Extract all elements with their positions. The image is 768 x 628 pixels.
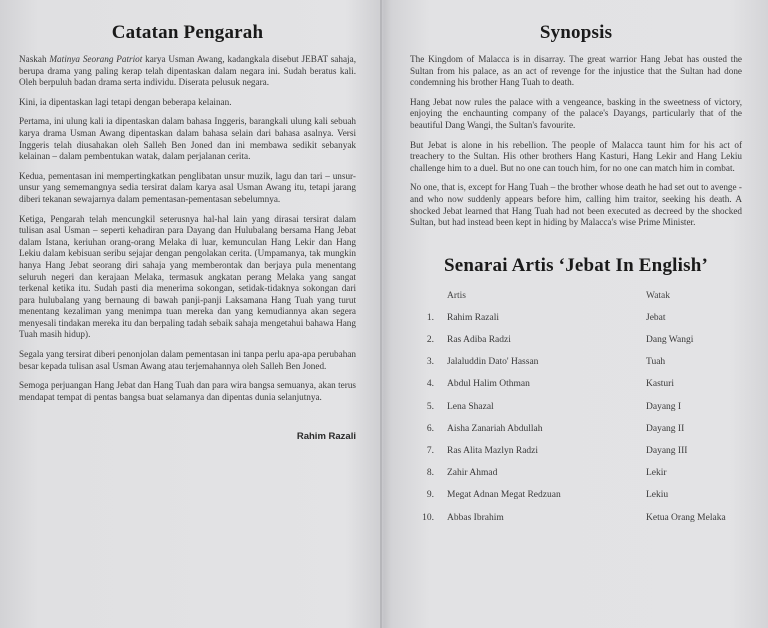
cast-artist: Rahim Razali xyxy=(447,312,499,323)
cast-artist: Ras Adiba Radzi xyxy=(447,335,511,345)
synopsis-paragraph-4: No one, that is, except for Hang Tuah – the brother whose death he had set out to avenge - and who now suddenly appears before him, calling him traitor, seeking his death. A shocked Jebat learned that Hang Tuah had not been executed as decreed by the shocked Sultan, but had instead been kept in hiding by Malacca's wise Prime Minister. xyxy=(410,182,742,228)
cast-artist: Jalaluddin Dato' Hassan xyxy=(447,357,539,368)
cast-number: 8. xyxy=(426,468,434,479)
cast-number: 2. xyxy=(426,335,434,345)
cast-number: 5. xyxy=(426,401,434,412)
cast-role: Lekiu xyxy=(646,490,669,501)
cast-number: 4. xyxy=(426,379,434,390)
play-title-italic: Matinya Seorang Patriot xyxy=(49,54,143,64)
note-p1-rest: karya Usman Awang, kadangkala disebut JEBAT sahaja, berupa drama yang paling kerap telah dipentaskan dalam negara ini. Sudah beratus kali. Oleh berpuluh badan drama serta individu. Diserata pelusuk negara. xyxy=(19,54,356,88)
cast-row xyxy=(410,373,742,395)
synopsis-title: Synopsis xyxy=(539,22,613,43)
cast-row xyxy=(410,351,742,373)
note-paragraph-6: Segala yang tersirat diberi penonjolan dalam pementasan ini tanpa perlu apa-apa perubahan besar kepada tulisan asal Usman Awang atau terjemahannya oleh Salleh Ben Joned. xyxy=(19,349,356,371)
cast-artist: Zahir Ahmad xyxy=(447,468,498,479)
cast-number: 1. xyxy=(426,312,434,323)
note-paragraph-7: Semoga perjuangan Hang Jebat dan Hang Tuah dan para wira bangsa semuanya, akan terus mendapat tempat di pentas bangsa buat selamanya dan dipentas dunia selanjutnya. xyxy=(19,380,356,402)
note-paragraph-1 xyxy=(19,54,356,89)
cast-row xyxy=(410,506,742,528)
cast-number: 6. xyxy=(426,423,434,434)
signature: Rahim Razali xyxy=(296,431,356,443)
cast-row xyxy=(410,418,742,440)
cast-number: 3. xyxy=(426,357,434,368)
cast-artist: Megat Adnan Megat Redzuan xyxy=(447,490,561,501)
cast-role: Jebat xyxy=(646,312,666,323)
cast-row xyxy=(410,484,742,506)
left-page xyxy=(19,22,356,442)
note-paragraph-5: Ketiga, Pengarah telah mencungkil seterusnya hal-hal lain yang dirasai tersirat dalam tulisan asal Usman – seperti kehadiran para Dayang dan Hulubalang bersama Hang Jebat dalam Istana, keriuhan orang-orang Melaka di luar, kemunculan Hang Lekir dan Hang Lekiu dalam kebisuan seribu sejajar dengan pengolakan cerita. (Umpamanya, tak mungkin hanya Hang Jebat seorang diri sahaja yang memberontak dan berjaya pula menentang seluruh negeri dan kerajaan Melaka, termasuk angkatan perang Melaka yang sangat terkenal ketika itu. Sudah pasti dia menerima sokongan, setidak-tidaknya sokongan dari para hulubalang yang bernaung di bawah panji-panji Laksamana Hang Tuah yang turut menentang kezaliman yang menimpa tuan mereka dan yang kemudiannya akan segera menyesali tindakan mereka itu dan berpaling tadah sebaik sahaja mengetahui bahawa Hang Tuah masih hidup). xyxy=(19,213,356,340)
directors-note-title: Catatan Pengarah xyxy=(111,22,264,43)
cast-role: Ketua Orang Melaka xyxy=(646,512,726,523)
cast-row xyxy=(410,462,742,484)
note-paragraph-4: Kedua, pementasan ini mempertingkatkan penglibatan unsur muzik, lagu dan tari – unsur-unsur yang sememangnya sedia tersirat dalam karya asal Usman Awang itu, tetapi jarang diberi tekanan sewajarnya dalam pementasan-pementasan sebelumnya. xyxy=(19,170,356,204)
cast-artist: Abdul Halim Othman xyxy=(447,379,530,390)
cast-artist: Ras Alita Mazlyn Radzi xyxy=(447,445,539,456)
cast-role: Dayang I xyxy=(646,401,682,412)
cast-header xyxy=(410,291,742,301)
cast-number: 7. xyxy=(426,445,434,456)
cast-number: 10. xyxy=(422,512,434,523)
cast-role: Lekir xyxy=(646,468,667,479)
cast-artist: Lena Shazal xyxy=(447,401,494,412)
cast-role: Dayang III xyxy=(646,445,688,456)
cast-list-title: Senarai Artis ‘Jebat In English’ xyxy=(444,254,708,276)
synopsis-paragraph-2: Hang Jebat now rules the palace with a vengeance, basking in the sweetness of victory, enjoying the enchaunting company of the palace's Dayangs, particularly that of the beautiful Dang Wangi, the Sultan's favourite. xyxy=(410,96,742,130)
cast-row xyxy=(410,440,742,462)
right-page xyxy=(410,22,742,529)
cast-list xyxy=(410,307,742,529)
page-fold xyxy=(380,0,382,628)
note-paragraph-2: Kini, ia dipentaskan lagi tetapi dengan beberapa kelainan. xyxy=(19,96,232,107)
note-p1-lead: Naskah xyxy=(19,54,50,64)
artist-column-header: Artis xyxy=(447,290,466,301)
cast-role: Kasturi xyxy=(646,379,674,390)
cast-role: Dang Wangi xyxy=(646,335,694,345)
cast-row xyxy=(410,395,742,417)
cast-role: Tuah xyxy=(646,357,666,368)
role-column-header: Watak xyxy=(646,290,671,301)
cast-artist: Aisha Zanariah Abdullah xyxy=(447,423,543,434)
synopsis-paragraph-1: The Kingdom of Malacca is in disarray. The great warrior Hang Jebat has ousted the Sultan from his palace, as an act of revenge for the injustice that the Sultan had done condemning his brother Hang Tuah to death. xyxy=(410,54,742,88)
cast-role: Dayang II xyxy=(646,423,685,434)
cast-row xyxy=(410,329,742,351)
synopsis-paragraph-3: But Jebat is alone in his rebellion. The people of Malacca taunt him for his act of treachery to the Sultan. His other brothers Hang Kasturi, Hang Lekir and Hang Lekiu challenge him to a duel. But no one can touch him, for no one can match him in combat. xyxy=(410,139,742,173)
cast-number: 9. xyxy=(426,490,434,501)
note-paragraph-3: Pertama, ini ulung kali ia dipentaskan dalam bahasa Inggeris, barangkali ulung kali sebuah karya drama Usman Awang dipentaskan dalam bahasa selain dari bahasa asalnya. Versi Inggeris telah diusahakan oleh Salleh Ben Joned dan ini membawa sedikit sebanyak kelainan – dalam pembentukan watak, dalam perjalanan cerita. xyxy=(19,116,356,162)
cast-artist: Abbas Ibrahim xyxy=(447,512,504,523)
cast-row xyxy=(410,307,742,329)
